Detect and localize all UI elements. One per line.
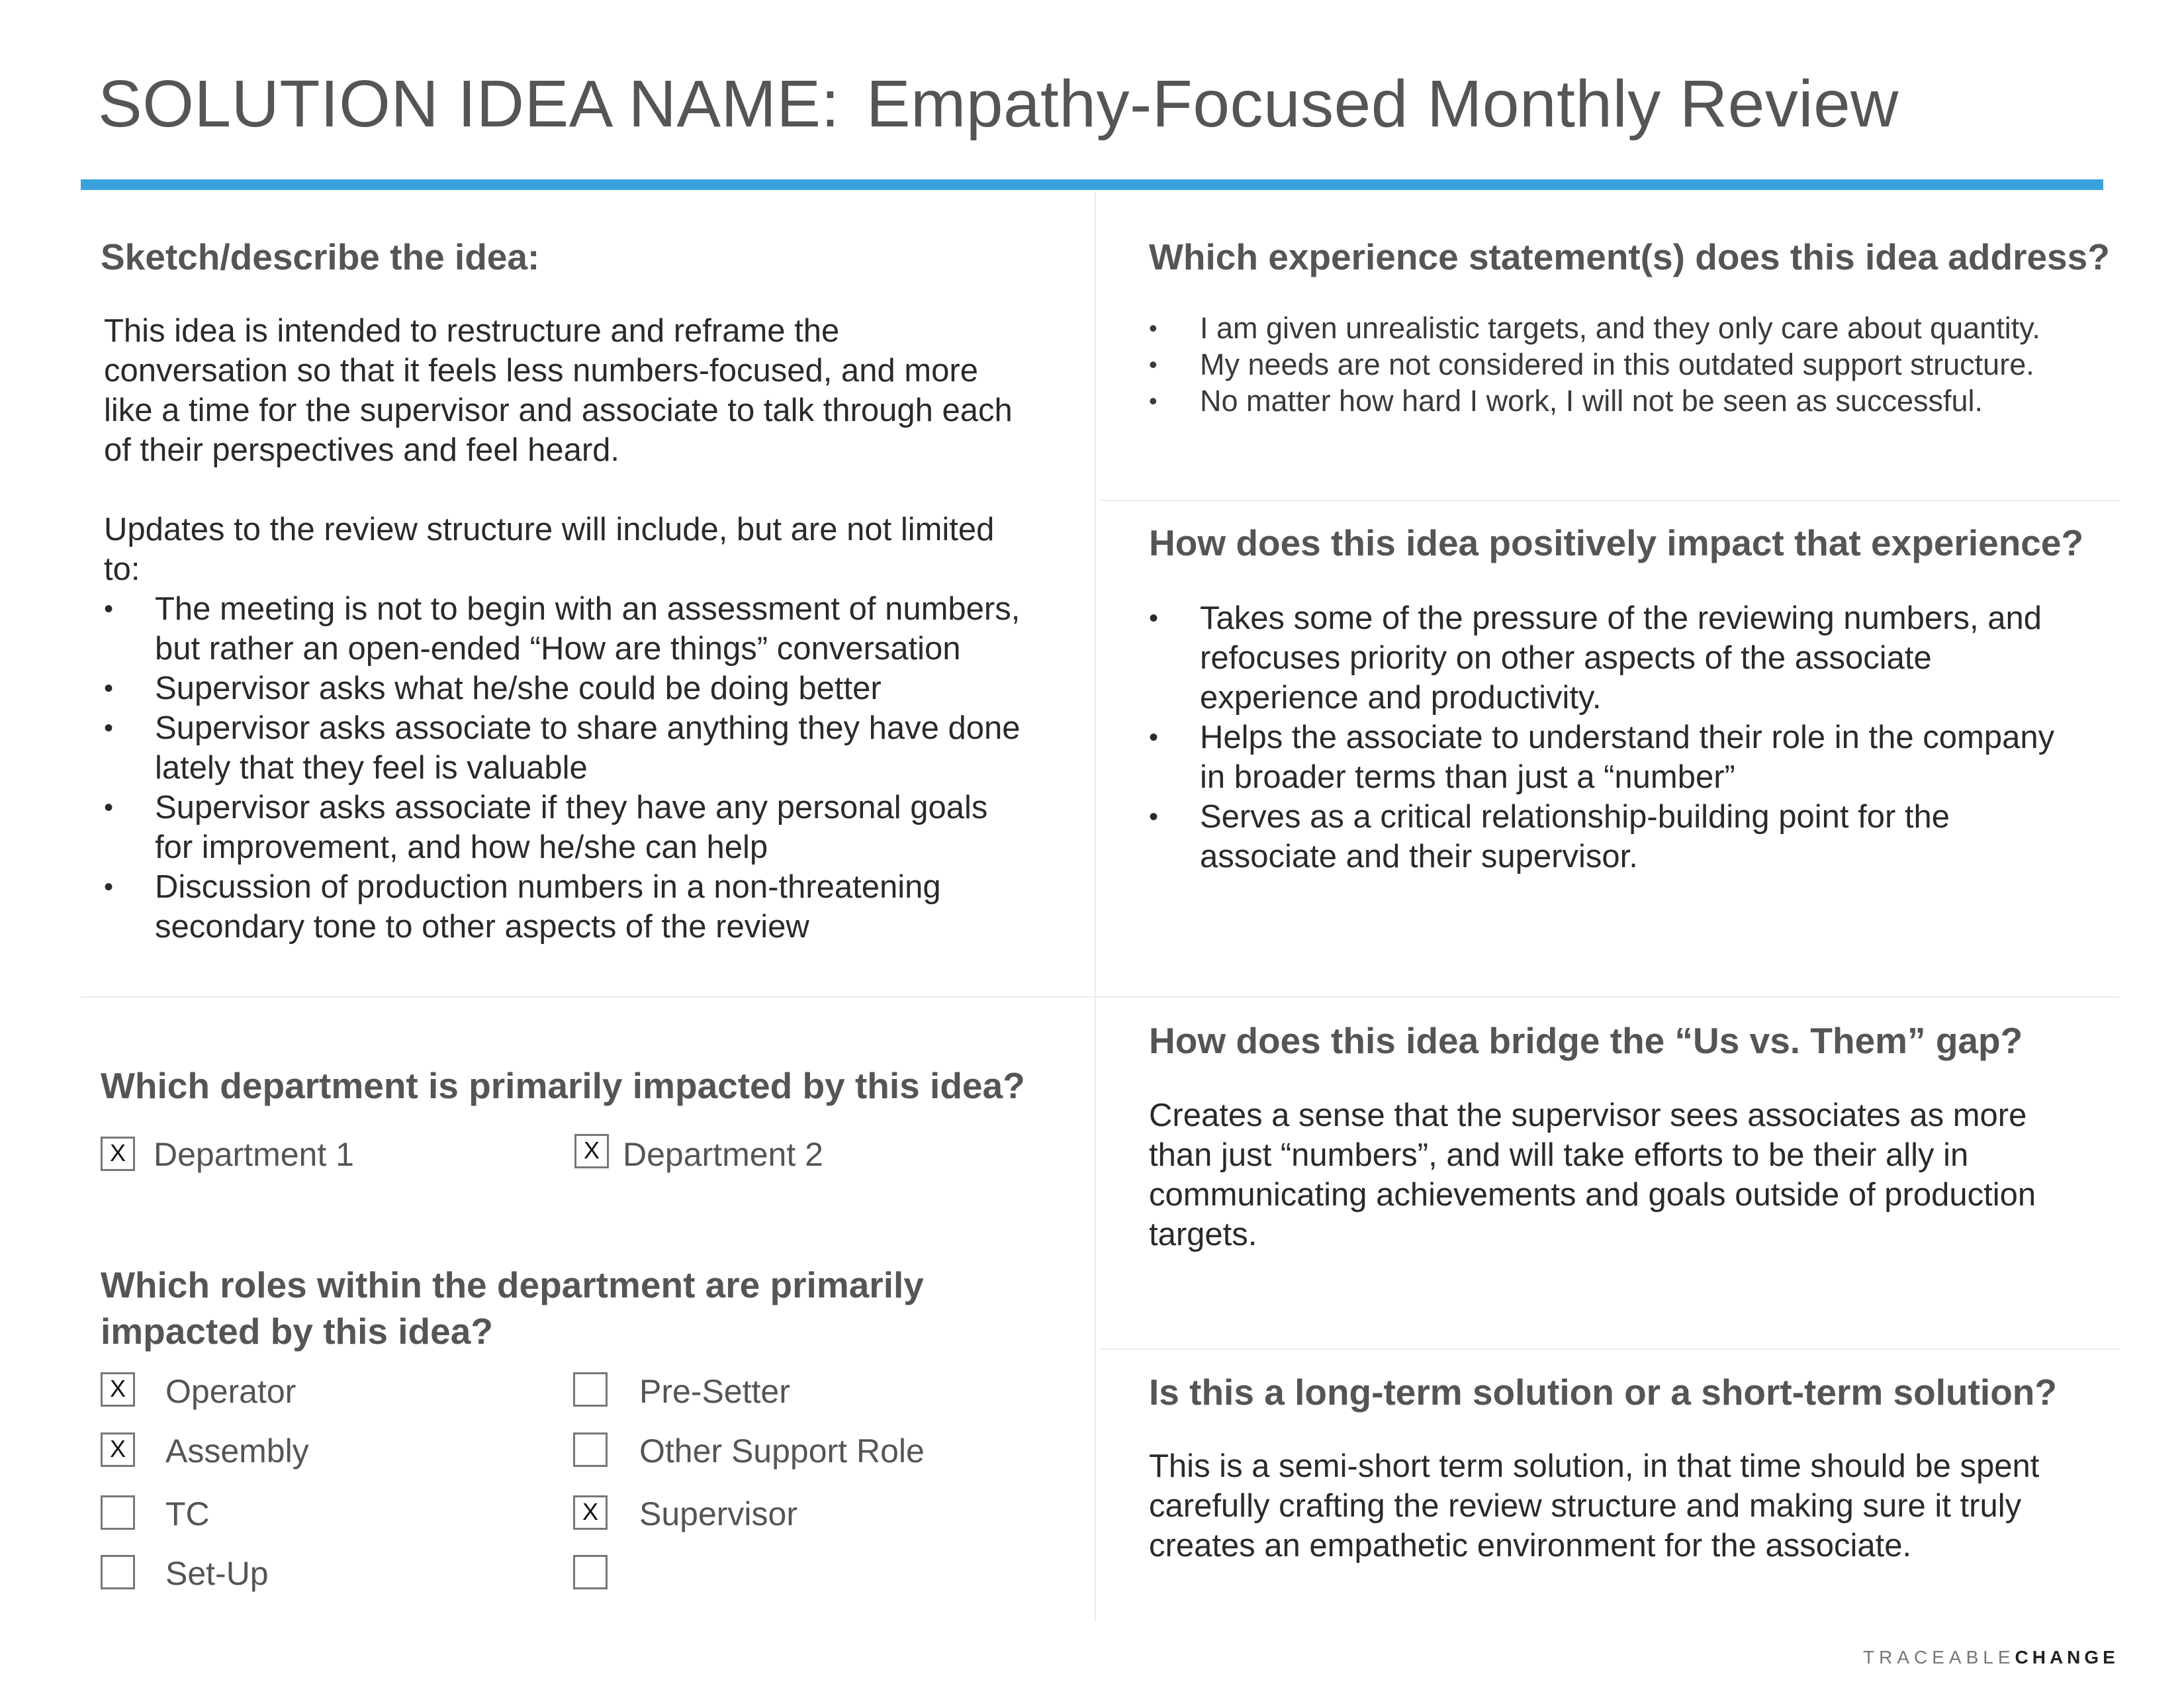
- list-item: • Takes some of the pressure of the reviewing numbers, and refocuses priority on other aspects of the associate experience and productivity.: [1149, 598, 2075, 718]
- impact-bullet-list: [1149, 598, 2075, 876]
- bridge-heading: How does this idea bridge the “Us vs. Them” gap?: [1149, 1020, 2023, 1061]
- role-other-support-checkbox[interactable]: [573, 1432, 608, 1467]
- role-other-support-label: Other Support Role: [639, 1432, 925, 1470]
- bridge-text: Creates a sense that the supervisor sees associates as more than just “numbers”, and will take efforts to be their ally in communicating achievements and goals outside of production targets.: [1149, 1098, 2036, 1252]
- role-assembly-label: Assembly: [165, 1432, 309, 1470]
- list-item: • Helps the associate to understand their role in the company in broader terms than just a “number”: [1149, 718, 2075, 797]
- impact-heading: How does this idea positively impact that experience?: [1149, 522, 2084, 563]
- updates-intro: Updates to the review structure will include, but are not limited to:: [104, 512, 995, 587]
- middle-divider: [81, 996, 2119, 998]
- list-item: • Discussion of production numbers in a non-threatening secondary tone to other aspects of the review: [104, 867, 1030, 947]
- sketch-bullet-list: [104, 589, 1030, 947]
- experience-section: [1149, 310, 2102, 419]
- role-operator-label: Operator: [165, 1373, 296, 1410]
- list-item: • Supervisor asks what he/she could be doing better: [104, 669, 1030, 708]
- footer-logo: [1863, 1647, 2119, 1668]
- list-item: • No matter how hard I work, I will not be seen as successful.: [1149, 383, 2102, 419]
- roles-heading-line-2: impacted by this idea?: [101, 1311, 493, 1352]
- title-prefix: SOLUTION IDEA NAME:: [98, 67, 840, 141]
- title-underline: [81, 179, 2103, 190]
- role-supervisor-label: Supervisor: [639, 1495, 797, 1532]
- department-2-label: Department 2: [623, 1136, 823, 1173]
- footer-logo-right: CHANGE: [2015, 1647, 2119, 1667]
- roles-heading-line-1: Which roles within the department are primarily: [101, 1264, 924, 1305]
- term-heading: Is this a long-term solution or a short-term solution?: [1149, 1372, 2057, 1413]
- page-title: [98, 66, 1899, 142]
- sketch-heading: Sketch/describe the idea:: [101, 236, 540, 277]
- department-heading: Which department is primarily impacted by this idea?: [101, 1065, 1025, 1106]
- department-1-label: Department 1: [154, 1136, 354, 1173]
- term-text: This is a semi-short term solution, in that time should be spent carefully crafting the review structure and making sure it truly creates an empathetic environment for the associate.: [1149, 1448, 2040, 1564]
- role-tc-checkbox[interactable]: [101, 1495, 135, 1530]
- list-item: • I am given unrealistic targets, and they only care about quantity.: [1149, 310, 2102, 346]
- role-blank-checkbox[interactable]: [573, 1555, 608, 1589]
- sketch-section: [104, 311, 1030, 947]
- list-item: • Serves as a critical relationship-building point for the associate and their supervisor.: [1149, 797, 2075, 876]
- role-operator-checkbox[interactable]: X: [101, 1372, 135, 1407]
- list-item: • Supervisor asks associate to share anything they have done lately that they feel is valuable: [104, 708, 1030, 788]
- list-item: • The meeting is not to begin with an assessment of numbers, but rather an open-ended “How are things” conversation: [104, 589, 1030, 669]
- footer-logo-left: TRACEABLE: [1863, 1647, 2015, 1667]
- experience-heading: Which experience statement(s) does this idea address?: [1149, 236, 2110, 277]
- role-set-up-label: Set-Up: [165, 1555, 269, 1592]
- sketch-paragraph: This idea is intended to restructure and reframe the conversation so that it feels less numbers-focused, and more like a time for the supervisor and associate to talk through each of their perspectives and feel heard.: [104, 313, 1013, 468]
- role-pre-setter-checkbox[interactable]: [573, 1372, 608, 1407]
- right-divider-3: [1100, 1348, 2119, 1350]
- list-item: • Supervisor asks associate if they have any personal goals for improvement, and how he/she can help: [104, 788, 1030, 867]
- role-tc-label: TC: [165, 1495, 210, 1532]
- role-set-up-checkbox[interactable]: [101, 1555, 135, 1589]
- solution-idea-name: Empathy-Focused Monthly Review: [866, 67, 1899, 141]
- roles-heading: [101, 1262, 924, 1354]
- department-1-checkbox[interactable]: X: [101, 1137, 135, 1171]
- impact-section: [1149, 598, 2075, 876]
- column-divider: [1095, 192, 1096, 1622]
- role-supervisor-checkbox[interactable]: X: [573, 1495, 608, 1530]
- experience-bullet-list: [1149, 310, 2102, 419]
- role-pre-setter-label: Pre-Setter: [639, 1373, 790, 1410]
- department-2-checkbox[interactable]: X: [574, 1134, 609, 1168]
- right-divider-1: [1100, 500, 2119, 501]
- list-item: • My needs are not considered in this outdated support structure.: [1149, 346, 2102, 383]
- role-assembly-checkbox[interactable]: X: [101, 1432, 135, 1467]
